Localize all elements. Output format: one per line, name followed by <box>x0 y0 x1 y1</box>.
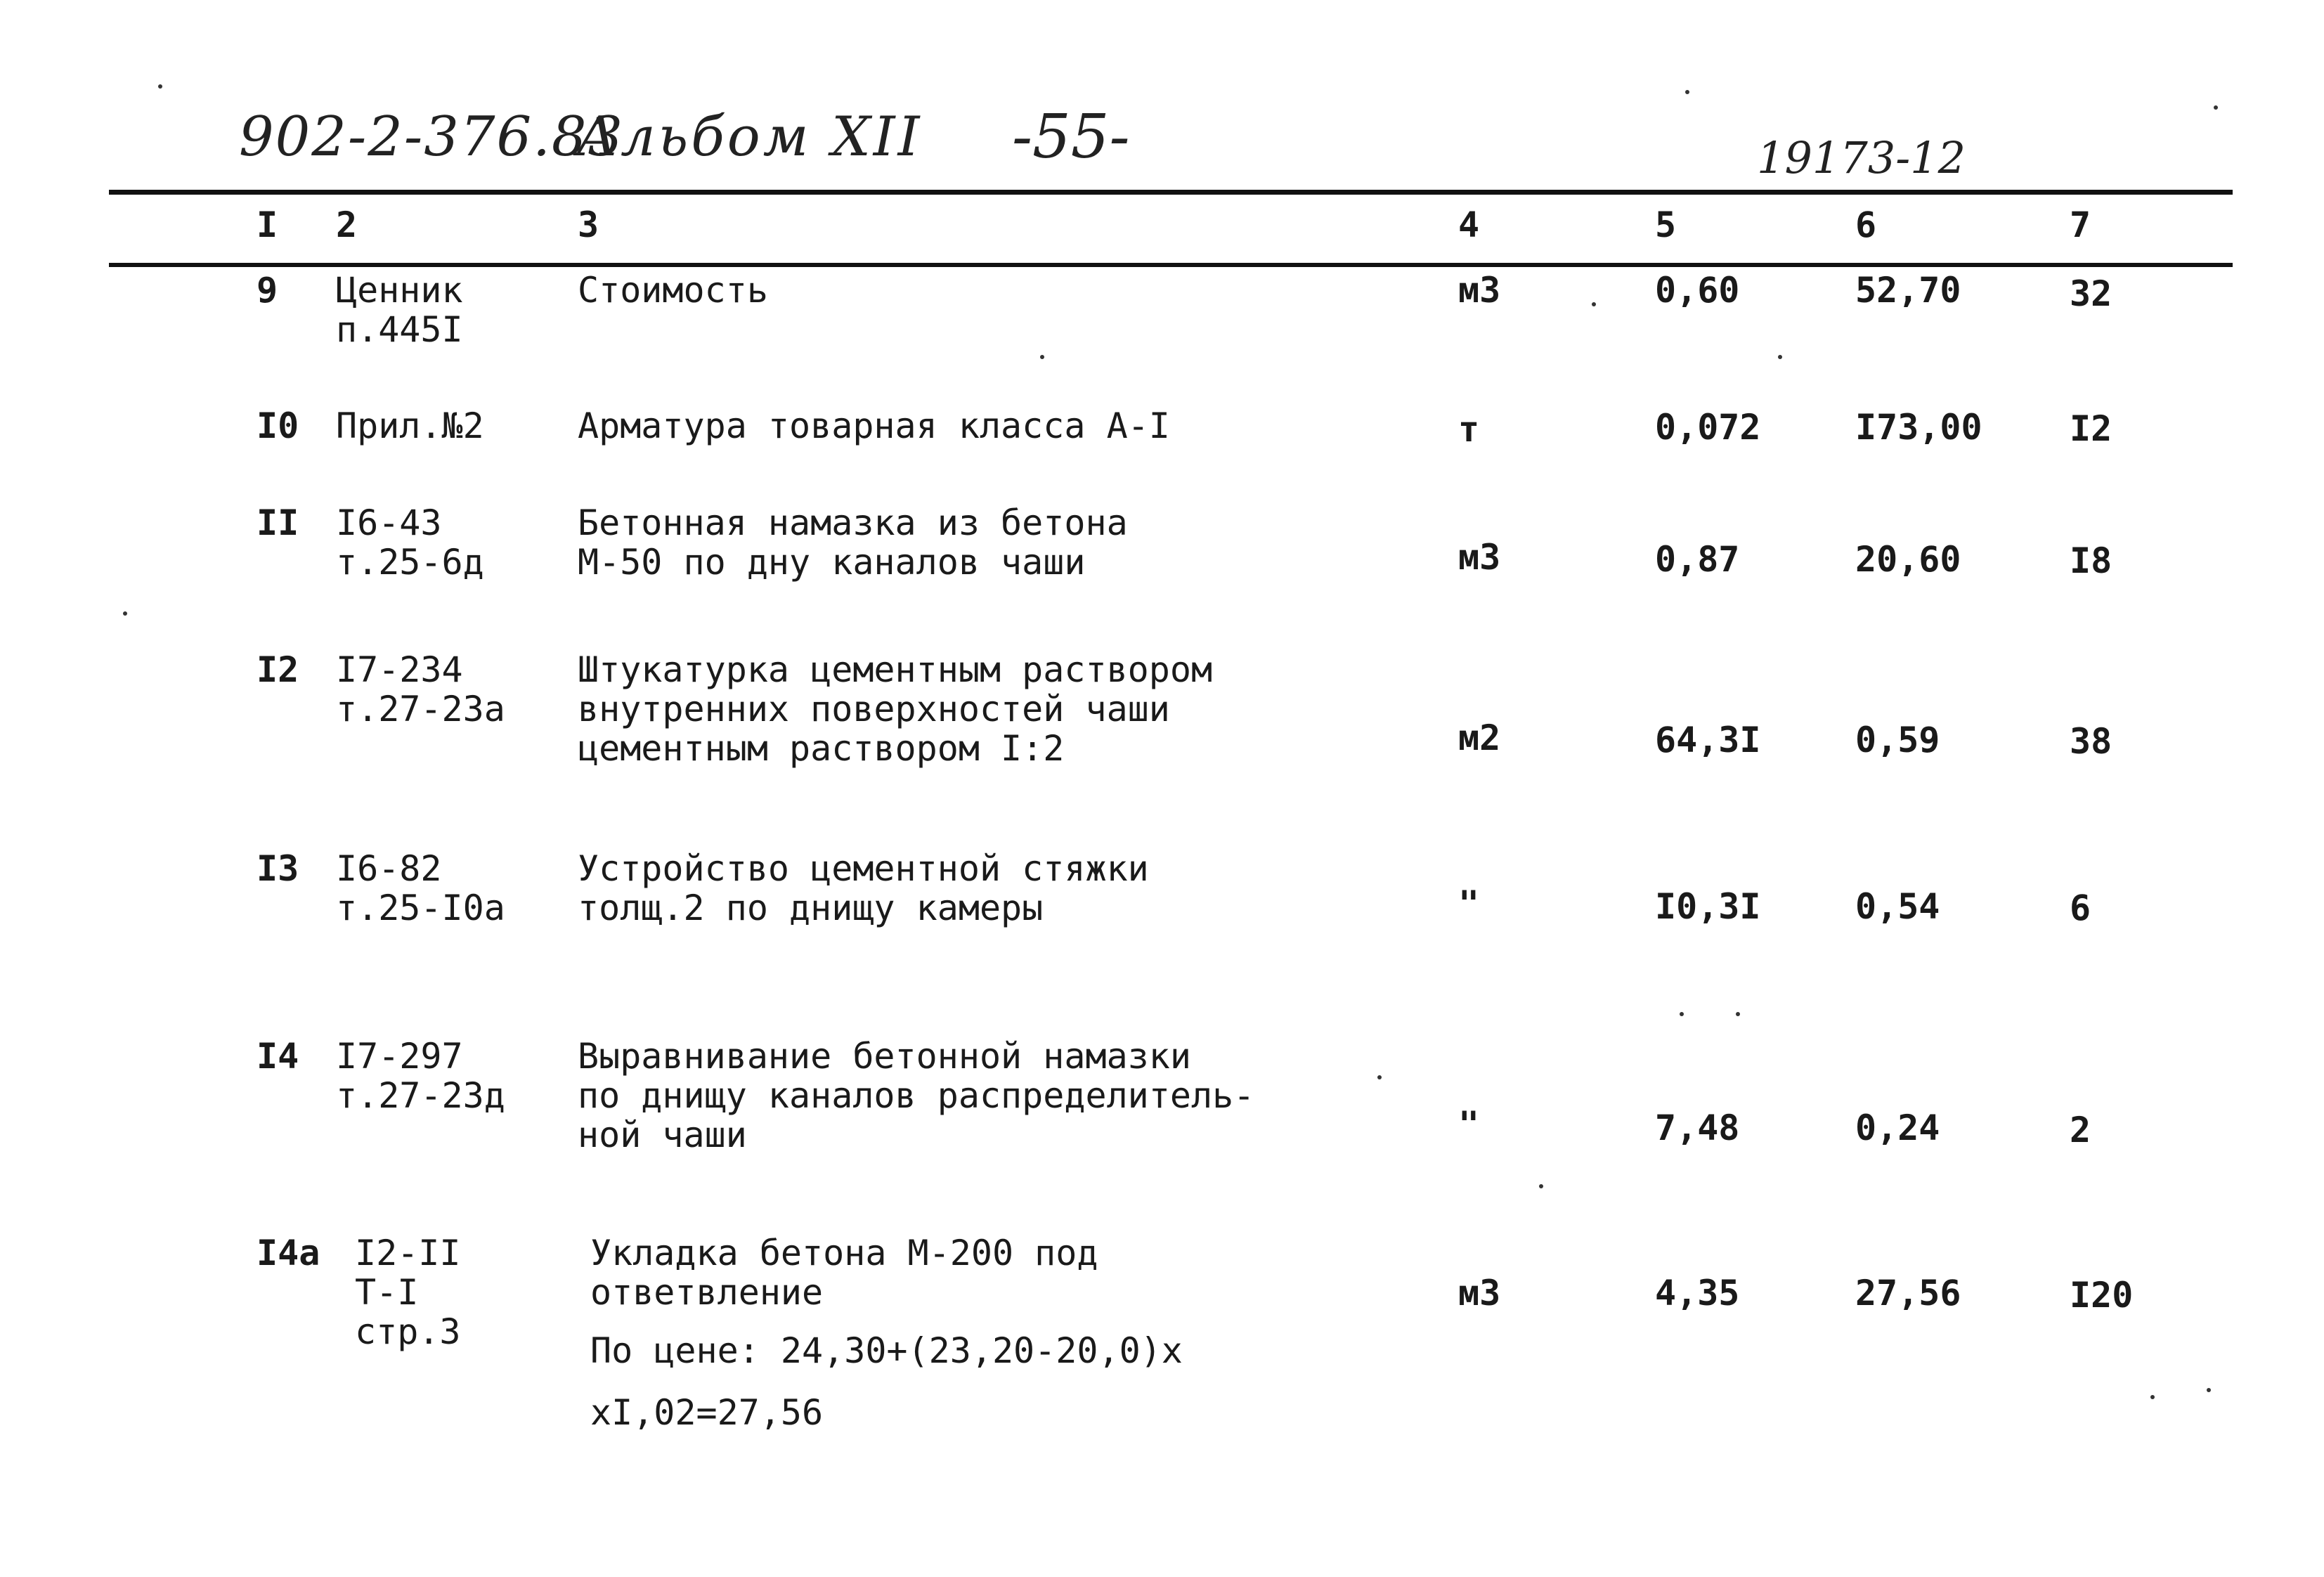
row-quantity: 4,35 <box>1655 1273 1740 1313</box>
table-header-rule <box>109 263 2233 267</box>
scan-speck <box>123 611 127 616</box>
row-quantity: 0,87 <box>1655 539 1740 580</box>
row-name: Выравнивание бетонной намазки по днищу каналов распределитель- ной чаши <box>578 1036 1255 1155</box>
scan-speck <box>1539 1184 1543 1188</box>
row-price-note: По цене: 24,30+(23,20-20,0)х хI,02=27,56 <box>590 1330 1183 1433</box>
scan-speck <box>1377 1075 1382 1079</box>
column-header-3: 3 <box>578 205 599 245</box>
scan-speck <box>158 84 162 89</box>
row-unit: т <box>1458 409 1480 450</box>
row-total: I2 <box>2070 408 2112 449</box>
row-price: 0,59 <box>1855 720 1940 760</box>
scan-speck <box>2150 1395 2155 1399</box>
row-unit: м3 <box>1458 270 1501 311</box>
row-code: I6-43 т.25-6д <box>336 502 484 583</box>
row-quantity: 7,48 <box>1655 1108 1740 1148</box>
column-header-7: 7 <box>2070 205 2091 245</box>
row-price: 52,70 <box>1855 270 1961 311</box>
row-total: 38 <box>2070 721 2112 762</box>
column-header-2: 2 <box>336 205 358 245</box>
row-name: Устройство цементной стяжки толщ.2 по днищу камеры <box>578 848 1149 928</box>
row-number: I3 <box>257 848 299 889</box>
row-number: 9 <box>257 270 278 311</box>
row-code: I2-II Т-I стр.3 <box>355 1233 461 1352</box>
row-number: I0 <box>257 405 299 446</box>
row-code: I6-82 т.25-I0а <box>336 848 505 928</box>
row-number: II <box>257 502 299 543</box>
page-number: -55- <box>1012 102 1130 172</box>
scan-speck <box>1040 355 1044 359</box>
row-price: I73,00 <box>1855 407 1982 448</box>
scan-speck <box>1680 1012 1684 1016</box>
row-name: Стоимость <box>578 270 768 311</box>
table-top-rule <box>109 190 2233 195</box>
scan-speck <box>2214 105 2218 110</box>
row-price: 20,60 <box>1855 539 1961 580</box>
row-code: I7-297 т.27-23д <box>336 1036 505 1116</box>
row-price: 0,54 <box>1855 886 1940 927</box>
row-unit: " <box>1458 883 1480 924</box>
row-number: I2 <box>257 649 299 690</box>
row-quantity: 64,3I <box>1655 720 1761 760</box>
reference-number: 19173-12 <box>1757 132 1966 183</box>
scan-speck <box>1778 355 1782 359</box>
row-total: I20 <box>2070 1275 2134 1316</box>
column-header-5: 5 <box>1655 205 1677 245</box>
row-code: I7-234 т.27-23а <box>336 649 505 729</box>
row-name: Арматура товарная класса А-I <box>578 405 1170 446</box>
column-header-1: I <box>257 205 278 245</box>
row-unit: м2 <box>1458 718 1501 758</box>
column-header-4: 4 <box>1458 205 1480 245</box>
row-code: Прил.№2 <box>336 405 484 446</box>
row-number: I4а <box>257 1233 320 1273</box>
album-title: Альбом XII <box>576 105 923 169</box>
row-total: 2 <box>2070 1110 2091 1150</box>
row-total: I8 <box>2070 540 2112 581</box>
row-unit: " <box>1458 1104 1480 1145</box>
document-number: 902-2-376.83 <box>239 105 625 169</box>
row-price: 0,24 <box>1855 1108 1940 1148</box>
row-total: 6 <box>2070 888 2091 928</box>
row-code: Ценник п.445I <box>336 270 463 350</box>
row-quantity: 0,60 <box>1655 270 1740 311</box>
scan-speck <box>1592 302 1596 306</box>
row-name: Бетонная намазка из бетона М-50 по дну каналов чаши <box>578 502 1128 583</box>
scan-speck <box>1736 1012 1740 1016</box>
scan-speck <box>1685 90 1689 94</box>
row-name: Укладка бетона М-200 под ответвление <box>590 1233 1098 1313</box>
scan-speck <box>2207 1388 2211 1392</box>
row-total: 32 <box>2070 273 2112 314</box>
row-quantity: 0,072 <box>1655 407 1761 448</box>
row-unit: м3 <box>1458 1273 1501 1313</box>
row-quantity: I0,3I <box>1655 886 1761 927</box>
row-unit: м3 <box>1458 537 1501 578</box>
row-name: Штукатурка цементным раствором внутренних поверхностей чаши цементным раствором I:2 <box>578 649 1213 769</box>
row-price: 27,56 <box>1855 1273 1961 1313</box>
row-number: I4 <box>257 1036 299 1077</box>
column-header-6: 6 <box>1855 205 1877 245</box>
